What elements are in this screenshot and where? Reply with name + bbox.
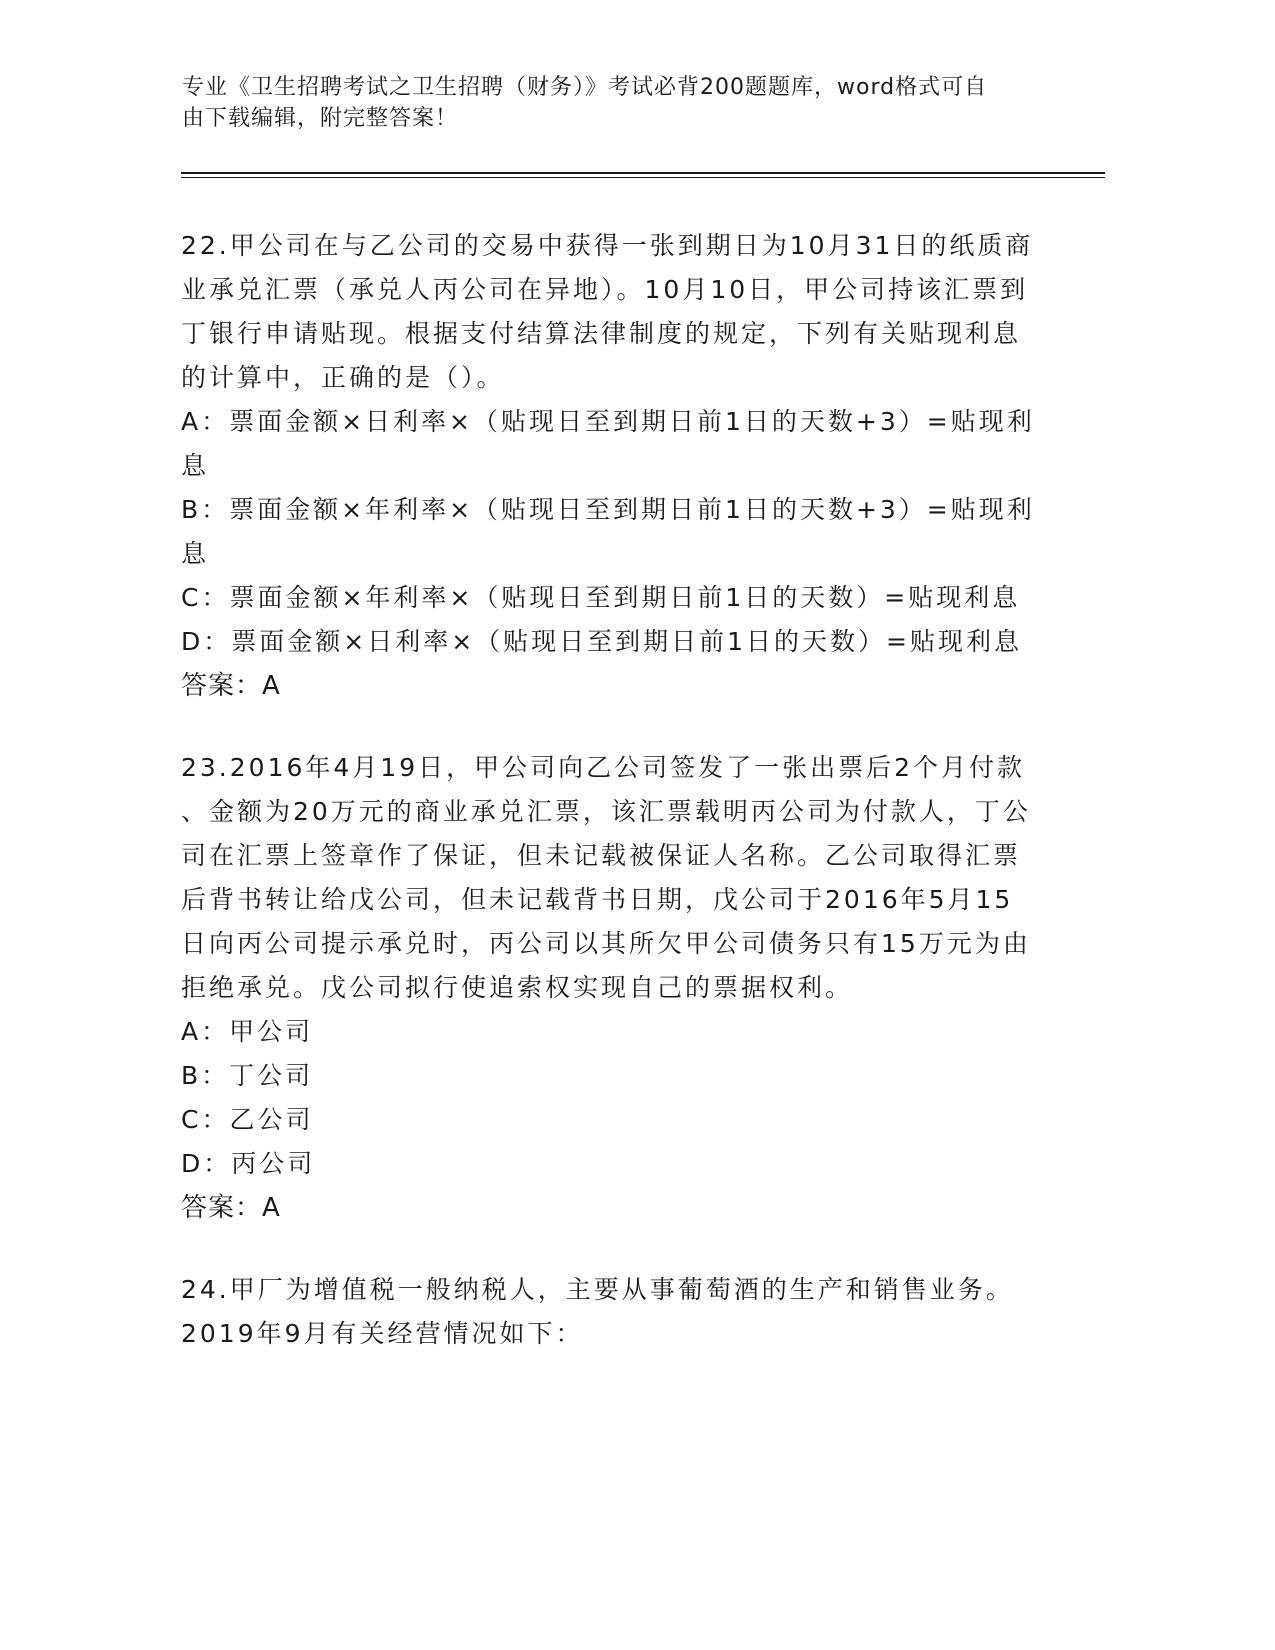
question-stem-line: 23.2016年4月19日，甲公司向乙公司签发了一张出票后2个月付款 [181,753,1026,782]
option-a-line: A：甲公司 [181,1017,314,1046]
option-b-line: B：丁公司 [181,1061,314,1090]
question-stem-line: 后背书转让给戊公司，但未记载背书日期，戊公司于2016年5月15 [181,885,1014,914]
question-stem-line: 业承兑汇票（承兑人丙公司在异地）。10月10日，甲公司持该汇票到 [181,275,1029,304]
option-c-line: C：票面金额×年利率×（贴现日至到期日前1日的天数）=贴现利息 [181,583,1021,612]
header-line: 专业《卫生招聘考试之卫生招聘（财务）》考试必背200题题库，word格式可自 [182,75,988,100]
option-c-line: C：乙公司 [181,1105,314,1134]
question-stem-line: 司在汇票上签章作了保证，但未记载被保证人名称。乙公司取得汇票 [181,841,1022,870]
option-a-line: A：票面金额×日利率×（贴现日至到期日前1日的天数+3）=贴现利 [181,407,1035,436]
option-b-line: 息 [181,539,210,568]
option-b-line: B：票面金额×年利率×（贴现日至到期日前1日的天数+3）=贴现利 [181,495,1035,524]
question-stem-line: 、金额为20万元的商业承兑汇票，该汇票载明丙公司为付款人，丁公 [181,797,1031,826]
header-divider-thick [181,172,1105,174]
question-24 [181,1268,1051,1356]
header-line: 由下载编辑，附完整答案！ [182,106,459,131]
option-a-line: 息 [181,451,210,480]
question-23 [181,746,1051,1230]
answer-label: 答案：A [181,1193,281,1223]
question-stem-line: 的计算中，正确的是（）。 [181,363,505,392]
question-stem-line: 22.甲公司在与乙公司的交易中获得一张到期日为10月31日的纸质商 [181,231,1034,260]
question-stem-line: 2019年9月有关经营情况如下： [181,1319,584,1348]
question-stem-line: 丁银行申请贴现。根据支付结算法律制度的规定，下列有关贴现利息 [181,319,1022,348]
question-stem-line: 拒绝承兑。戊公司拟行使追索权实现自己的票据权利。 [181,973,854,1002]
document-header [182,72,1062,134]
question-stem-line: 24.甲厂为增值税一般纳税人，主要从事葡萄酒的生产和销售业务。 [181,1275,1014,1304]
option-d-line: D：丙公司 [181,1149,316,1178]
question-22 [181,224,1051,708]
option-d-line: D：票面金额×日利率×（贴现日至到期日前1日的天数）=贴现利息 [181,627,1023,656]
header-divider-thin [181,177,1105,178]
answer-label: 答案：A [181,671,281,701]
question-stem-line: 日向丙公司提示承兑时，丙公司以其所欠甲公司债务只有15万元为由 [181,929,1031,958]
